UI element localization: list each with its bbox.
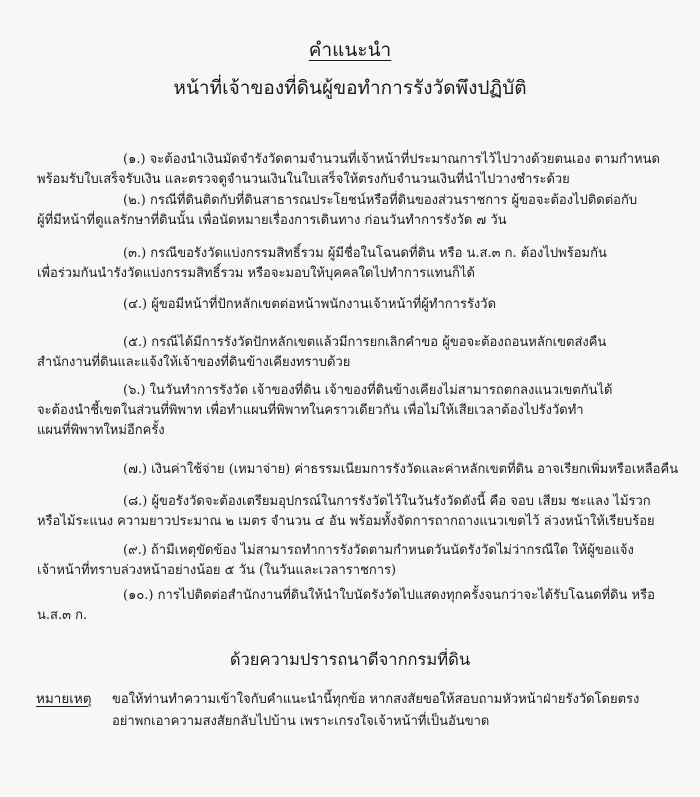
item-5-line-2: สำนักงานที่ดินและแจ้งให้เจ้าของที่ดินข้างเคียงทราบด้วย <box>37 355 351 370</box>
item-9-line-1: (๙.) ถ้ามีเหตุขัดข้อง ไม่สามารถทำการรังวัดตามกำหนดวันนัดรังวัดไม่ว่ากรณีใด ให้ผู้ขอแจ้ง <box>123 543 634 558</box>
item-6-line-2: จะต้องนำชี้เขตในส่วนที่พิพาท เพื่อทำแผนที่พิพาทในคราวเดียวกัน เพื่อไม่ให้เสียเวลาต้องไปรังวัดทำ <box>37 403 584 418</box>
instruction-item-6 <box>37 381 612 441</box>
item-3-line-2: เพื่อร่วมกันนำรังวัดแบ่งกรรมสิทธิ์รวม หรือจะมอบให้บุคคลใดไปทำการแทนก็ได้ <box>37 266 475 281</box>
item-3-line-1: (๓.) กรณีขอรังวัดแบ่งกรรมสิทธิ์รวม ผู้มีชื่อในโฉนดที่ดิน หรือ น.ส.๓ ก. ต้องไปพร้อมกัน <box>123 246 607 261</box>
item-6-line-3: แผนที่พิพาทใหม่อีกครั้ง <box>37 423 165 438</box>
note-line-2: อย่าพกเอาความสงสัยกลับไปบ้าน เพราะเกรงใจเจ้าหน้าที่เป็นอันขาด <box>112 714 490 729</box>
item-2-line-1: (๒.) กรณีที่ดินติดกับที่ดินสาธารณประโยชน์หรือที่ดินของส่วนราชการ ผู้ขอจะต้องไปติดต่อกับ <box>123 193 638 208</box>
instruction-item-9 <box>37 541 634 581</box>
item-1-line-2: พร้อมรับใบเสร็จรับเงิน และตรวจดูจำนวนเงินในใบเสร็จให้ตรงกับจำนวนเงินที่นำไปวางชำระด้วย <box>37 172 570 187</box>
instruction-item-5 <box>37 333 606 373</box>
item-5-line-1: (๕.) กรณีได้มีการรังวัดปักหลักเขตแล้วมีการยกเลิกคำขอ ผู้ขอจะต้องถอนหลักเขตส่งคืน <box>123 335 607 350</box>
note-line-1: ขอให้ท่านทำความเข้าใจกับคำแนะนำนี้ทุกข้อ หากสงสัยขอให้สอบถามหัวหน้าฝ่ายรังวัดโดยตรง <box>112 692 640 707</box>
note-text <box>112 689 639 733</box>
instruction-item-4 <box>123 295 496 315</box>
item-1-line-1: (๑.) จะต้องนำเงินมัดจำรังวัดตามจำนวนที่เจ้าหน้าที่ประมาณการไว้ไปวางด้วยตนเอง ตามกำหนด <box>123 152 660 167</box>
item-8-line-1: (๘.) ผู้ขอรังวัดจะต้องเตรียมอุปกรณ์ในการรังวัดไว้ในวันรังวัดดังนี้ คือ จอบ เสียม ชะแลง ไม้รวก <box>123 494 651 509</box>
instruction-item-8 <box>37 492 655 532</box>
instruction-item-10 <box>37 586 655 626</box>
item-10-line-2: น.ส.๓ ก. <box>37 608 88 623</box>
item-10-line-1: (๑๐.) การไปติดต่อสำนักงานที่ดินให้นำใบนัดรังวัดไปแสดงทุกครั้งจนกว่าจะได้รับโฉนดที่ดิน หรือ <box>123 588 655 603</box>
item-2-line-2: ผู้ที่มีหน้าที่ดูแลรักษาที่ดินนั้น เพื่อนัดหมายเรื่องการเดินทาง ก่อนวันทำการรังวัด ๗ วัน <box>37 213 507 228</box>
item-7-line-1: (๗.) เงินค่าใช้จ่าย (เหมาจ่าย) ค่าธรรมเนียมการรังวัดและค่าหลักเขตที่ดิน อาจเรียกเพิ่มหรือเหลือคืน <box>123 462 679 477</box>
note-label: หมายเหตุ <box>36 691 92 707</box>
item-8-line-2: หรือไม้ระแนง ความยาวประมาณ ๒ เมตร จำนวน ๔ อัน พร้อมทั้งจัดการถากถางแนวเขตไว้ ล่วงหน้าให้เรียบร้อย <box>37 514 655 529</box>
item-9-line-2: เจ้าหน้าที่ทราบล่วงหน้าอย่างน้อย ๕ วัน (ในวันและเวลาราชการ) <box>37 563 397 578</box>
item-6-line-1: (๖.) ในวันทำการรังวัด เจ้าของที่ดิน เจ้าของที่ดินข้างเคียงไม่สามารถตกลงแนวเขตกันได้ <box>123 383 613 398</box>
document-subtitle: หน้าที่เจ้าของที่ดินผู้ขอทำการรังวัดพึงปฏิบัติ <box>173 77 527 99</box>
instruction-item-1 <box>37 150 660 190</box>
document-title: คำแนะนำ <box>308 39 392 61</box>
instruction-item-3 <box>37 244 607 284</box>
instruction-item-7 <box>123 460 678 480</box>
signoff: ด้วยความปรารถนาดีจากกรมที่ดิน <box>229 650 471 669</box>
instruction-item-2 <box>37 191 637 231</box>
item-4-line-1: (๔.) ผู้ขอมีหน้าที่ปักหลักเขตต่อหน้าพนักงานเจ้าหน้าที่ผู้ทำการรังวัด <box>123 297 497 312</box>
